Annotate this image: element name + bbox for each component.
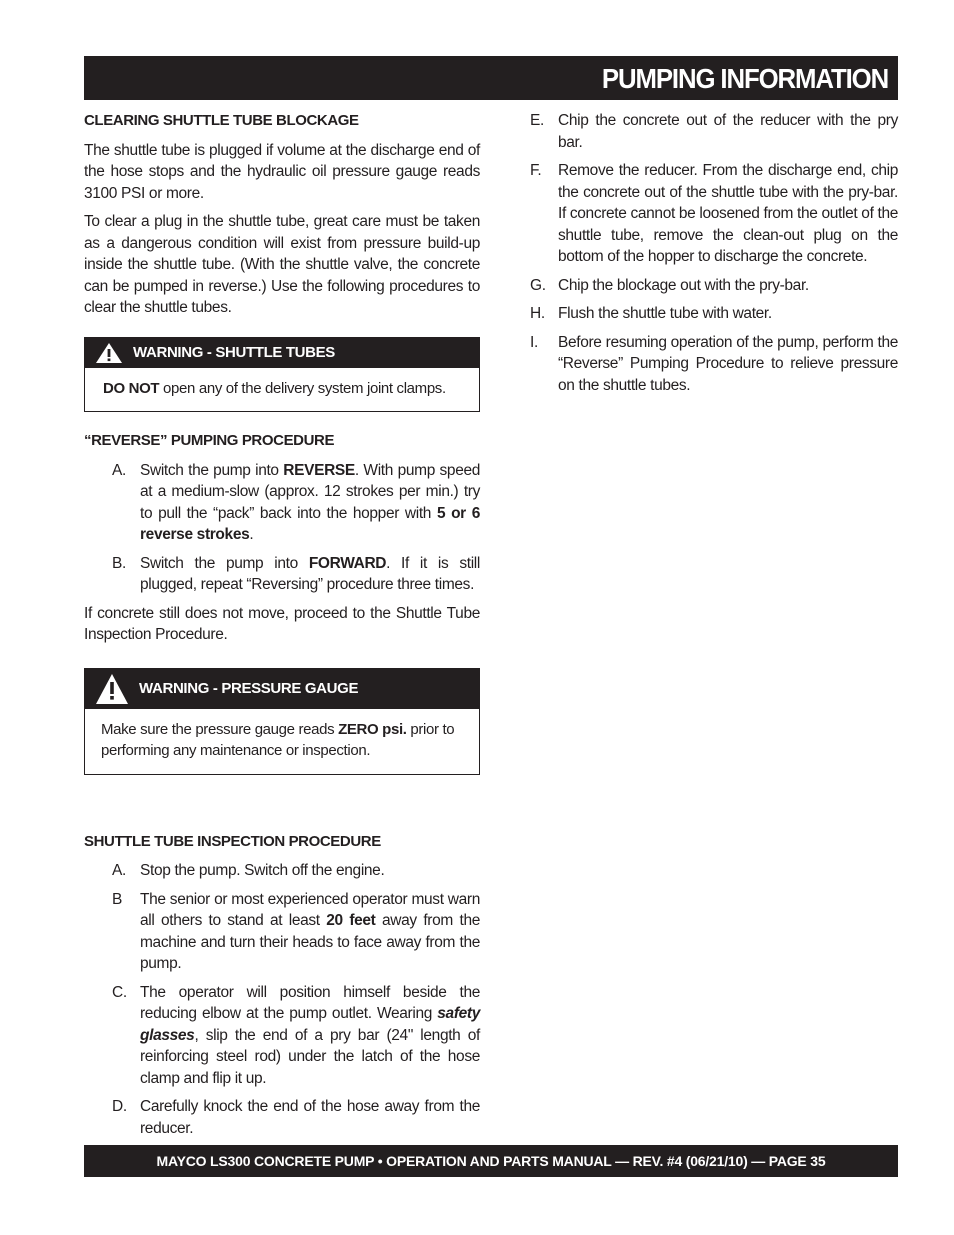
item-text: Stop the pump. Switch off the engine. (140, 862, 385, 879)
list-item (530, 275, 898, 297)
list-item (84, 553, 480, 596)
warning-header (85, 338, 479, 368)
left-column (84, 110, 480, 1146)
item-label: E. (530, 112, 544, 129)
warning-header (85, 669, 479, 709)
reverse-heading: “REVERSE” PUMPING PROCEDURE (84, 432, 335, 449)
warning-box-pressure-gauge (84, 668, 480, 775)
item-label: G. (530, 276, 546, 294)
item-label: H. (530, 305, 545, 322)
list-item (84, 860, 480, 882)
warning-title: WARNING - PRESSURE GAUGE (139, 679, 359, 697)
item-label: I. (530, 333, 538, 351)
warning-triangle-icon (95, 342, 123, 364)
item-label: D. (112, 1098, 127, 1115)
list-item (84, 982, 480, 1090)
warning-bold-text: DO NOT (103, 379, 160, 397)
warning-body (85, 368, 479, 412)
item-text: Chip the concrete out of the reducer with the pry bar. (558, 112, 898, 151)
item-text: Before resuming operation of the pump, perform the “Reverse” Pumping Procedure to relieve pressure on the shuttle tubes. (558, 333, 898, 394)
item-label: B. (112, 554, 126, 572)
item-text: The senior or most experienced operator must warn all others to stand at least 20 feet away from the machine and turn their heads to face away from the pump. (140, 890, 480, 972)
list-item (530, 332, 898, 397)
page-header (84, 56, 898, 100)
item-text: Switch the pump into FORWARD. If it is still plugged, repeat “Reversing” procedure three times. (140, 554, 480, 593)
warning-body: Make sure the pressure gauge reads ZERO psi. prior to performing any maintenance or inspection. (101, 720, 455, 759)
item-text: The operator will position himself beside the reducing elbow at the pump outlet. Wearing safety glasses, slip the end of a pry bar (24" length of reinforcing steel rod) under the latch of the hose clamp and flip it up. (140, 983, 480, 1087)
inspection-heading: SHUTTLE TUBE INSPECTION PROCEDURE (84, 832, 381, 850)
warning-triangle-icon (95, 673, 129, 705)
item-text: Chip the blockage out with the pry-bar. (558, 276, 809, 294)
item-label: A. (112, 461, 126, 479)
item-label: A. (112, 862, 126, 879)
warning-box-shuttle-tubes (84, 337, 480, 413)
item-text: Switch the pump into REVERSE. With pump speed at a medium-slow (approx. 12 strokes per min.) try to pull the “pack” back into the hopper with 5 or 6 reverse strokes. (140, 461, 481, 543)
item-text: Carefully knock the end of the hose away from the reducer. (140, 1098, 480, 1137)
warning-text: open any of the delivery system joint clamps. (159, 379, 446, 397)
list-item (84, 1096, 480, 1139)
reverse-after-paragraph: If concrete still does not move, proceed to the Shuttle Tube Inspection Procedure. (84, 604, 480, 643)
list-item (84, 889, 480, 975)
right-column (530, 110, 898, 403)
list-item (530, 160, 898, 268)
item-label: F. (530, 162, 542, 179)
page-footer: MAYCO LS300 CONCRETE PUMP • OPERATION AND PARTS MANUAL — REV. #4 (06/21/10) — PAGE 35 (84, 1145, 898, 1177)
warning-title: WARNING - SHUTTLE TUBES (133, 343, 335, 361)
clearing-paragraph-2: To clear a plug in the shuttle tube, great care must be taken as a dangerous condition will exist from pressure build-up inside the shuttle tube. (With the shuttle valve, the concrete can be pumped in reverse.) Use the following procedures to clear the shuttle tubes. (84, 213, 480, 316)
clearing-heading: CLEARING SHUTTLE TUBE BLOCKAGE (84, 112, 359, 129)
item-label: C. (112, 983, 127, 1001)
item-label: B (112, 890, 122, 908)
page-title: PUMPING INFORMATION (601, 63, 888, 94)
list-item (530, 110, 898, 153)
item-text: Flush the shuttle tube with water. (558, 305, 772, 322)
list-item (530, 303, 898, 325)
list-item (84, 460, 480, 546)
clearing-paragraph-1: The shuttle tube is plugged if volume at the discharge end of the hose stops and the hydraulic oil pressure gauge reads 3100 PSI or more. (84, 141, 480, 202)
item-text: Remove the reducer. From the discharge end, chip the concrete out of the shuttle tube with the pry-bar. If concrete cannot be loosened from the outlet of the shuttle tube, remove the clean-out plug on the bottom of the hopper to discharge the concrete. (558, 162, 898, 265)
